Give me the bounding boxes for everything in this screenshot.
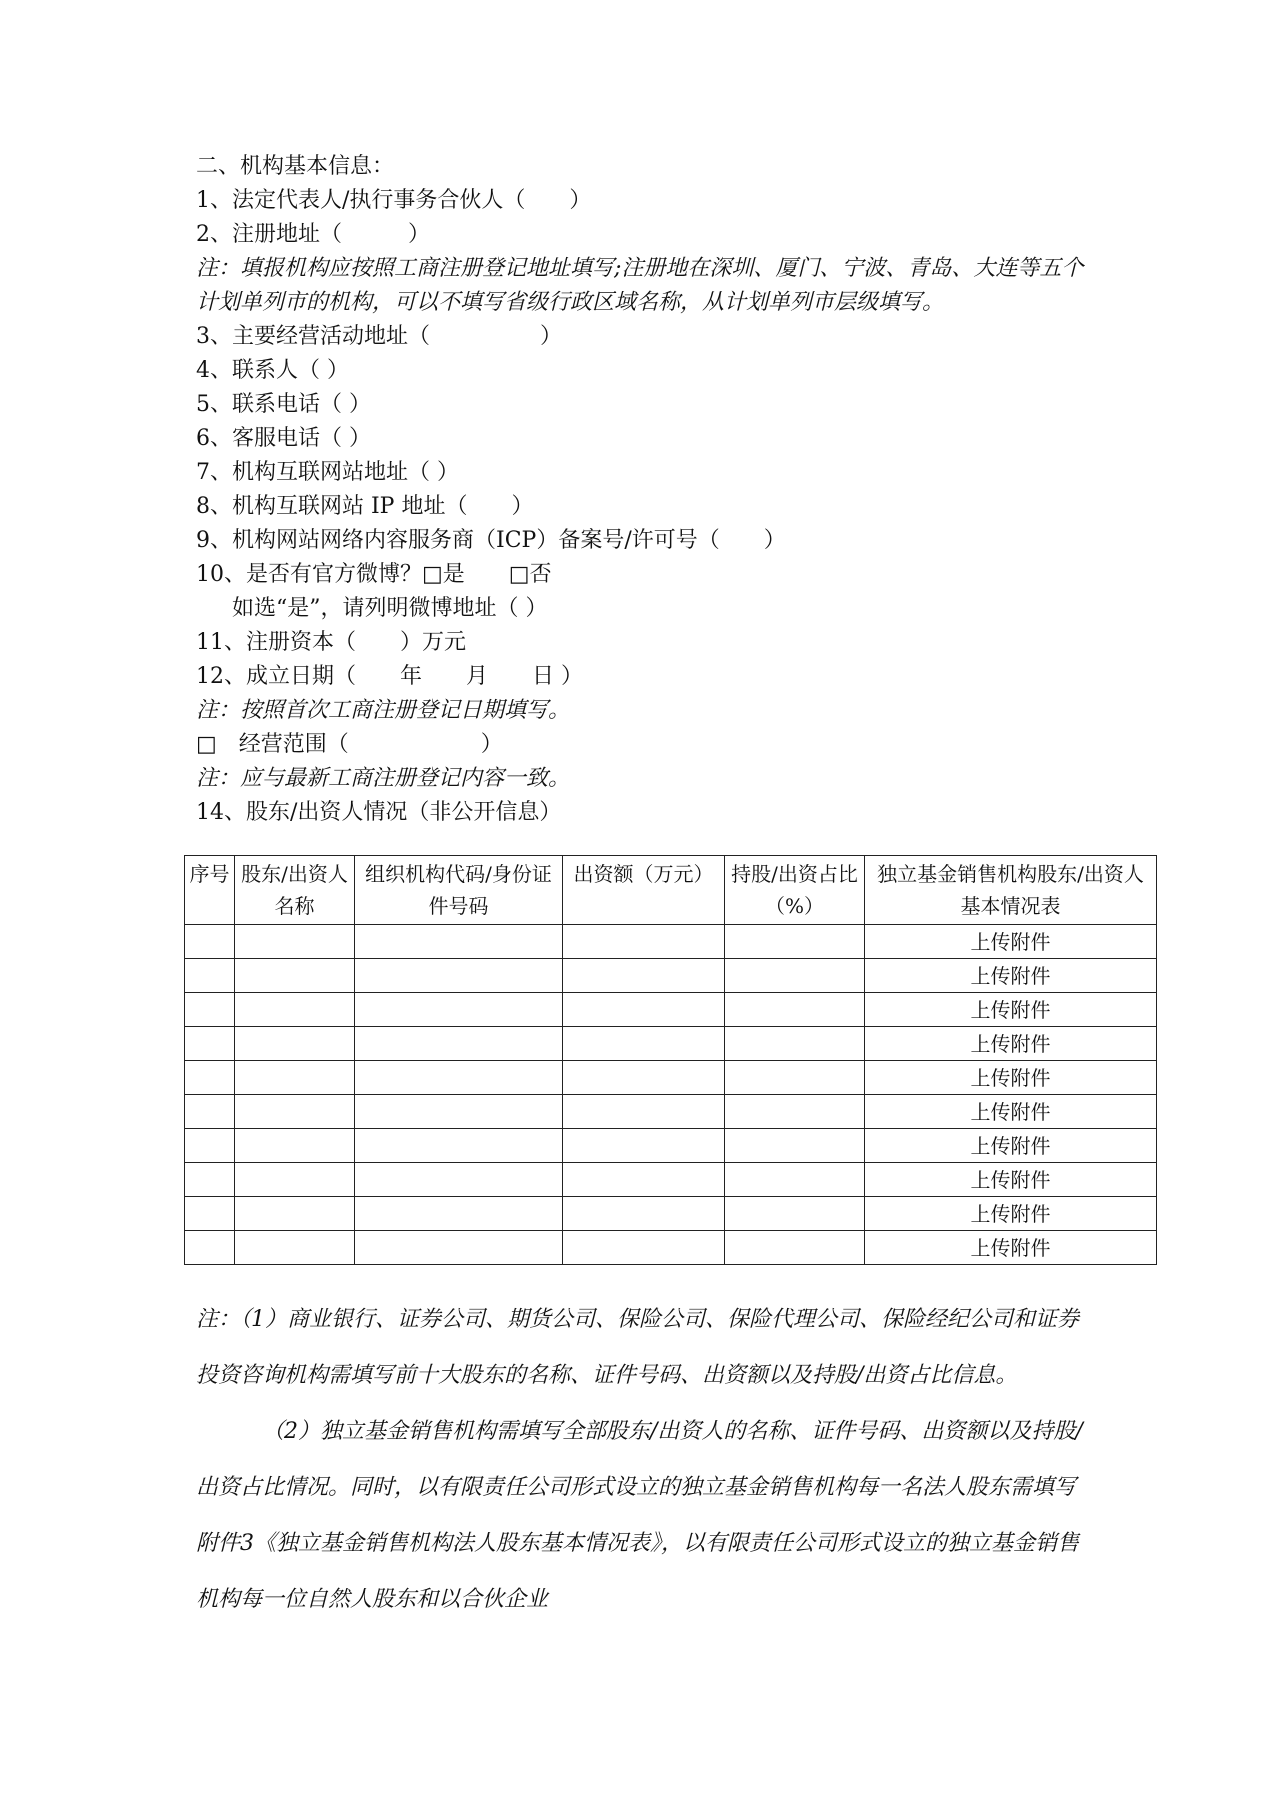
field-establish-date: 12、成立日期（ 年 月 日 ） [196,664,583,689]
table-cell[interactable] [355,1129,563,1163]
upload-attachment-link[interactable]: 上传附件 [865,1095,1157,1129]
table-cell[interactable] [185,925,235,959]
table-cell[interactable] [185,1197,235,1231]
table-cell[interactable] [563,1197,725,1231]
upload-attachment-link[interactable]: 上传附件 [865,1197,1157,1231]
table-cell[interactable] [185,1163,235,1197]
table-cell[interactable] [563,1027,725,1061]
table-cell[interactable] [355,993,563,1027]
table-cell[interactable] [725,1061,865,1095]
header-index: 序号 [185,856,235,925]
table-cell[interactable] [725,925,865,959]
table-row [185,993,1157,1027]
note-business-scope: 注：应与最新工商注册登记内容一致。 [196,766,571,791]
table-cell[interactable] [725,1129,865,1163]
table-cell[interactable] [185,1027,235,1061]
table-row [185,1095,1157,1129]
field-contact-person: 4、联系人（ ） [196,358,349,383]
table-cell[interactable] [563,1061,725,1095]
table-cell[interactable] [235,1231,355,1265]
basic-info-section [196,150,1156,830]
note-establish-date: 注：按照首次工商注册登记日期填写。 [196,698,571,723]
table-cell[interactable] [235,925,355,959]
table-cell[interactable] [355,1231,563,1265]
field-website-address: 7、机构互联网站地址（ ） [196,460,459,485]
table-row [185,1061,1157,1095]
table-cell[interactable] [355,925,563,959]
field-official-weibo: 10、是否有官方微博？□是 □否 [196,562,552,587]
table-cell[interactable] [563,1129,725,1163]
table-cell[interactable] [563,959,725,993]
table-cell[interactable] [725,959,865,993]
field-website-ip: 8、机构互联网站 IP 地址（ ） [196,494,534,519]
table-cell[interactable] [235,993,355,1027]
header-holder-name: 股东/出资人名称 [235,856,355,925]
table-header-row [185,856,1157,925]
table-cell[interactable] [725,1095,865,1129]
table-row [185,1129,1157,1163]
upload-attachment-link[interactable]: 上传附件 [865,959,1157,993]
table-cell[interactable] [563,1231,725,1265]
header-share-ratio: 持股/出资占比（%） [725,856,865,925]
table-body [185,925,1157,1265]
field-registered-address: 2、注册地址（ ） [196,222,430,247]
upload-attachment-link[interactable]: 上传附件 [865,1027,1157,1061]
table-cell[interactable] [725,1163,865,1197]
table-cell[interactable] [355,959,563,993]
upload-attachment-link[interactable]: 上传附件 [865,1129,1157,1163]
bottom-notes [196,1292,1096,1628]
shareholder-table [184,855,1157,1265]
field-legal-representative: 1、法定代表人/执行事务合伙人（ ） [196,188,592,213]
bottom-note-1: 注：（1）商业银行、证券公司、期货公司、保险公司、保险代理公司、保险经纪公司和证券投资咨询机构需填写前十大股东的名称、证件号码、出资额以及持股/出资占比信息。 [196,1307,1080,1388]
table-cell[interactable] [235,1163,355,1197]
table-row [185,925,1157,959]
table-cell[interactable] [185,1095,235,1129]
table-cell[interactable] [185,1231,235,1265]
table-cell[interactable] [725,993,865,1027]
upload-attachment-link[interactable]: 上传附件 [865,1231,1157,1265]
header-basic-info: 独立基金销售机构股东/出资人基本情况表 [865,856,1157,925]
field-business-scope: □ 经营范围（ ） [196,732,503,757]
table-row [185,1197,1157,1231]
table-row [185,1163,1157,1197]
bottom-note-2: （2）独立基金销售机构需填写全部股东/出资人的名称、证件号码、出资额以及持股/出资占比情况。同时，以有限责任公司形式设立的独立基金销售机构每一名法人股东需填写附件3《独立基金销售机构法人股东基本情况表》，以有限责任公司形式设立的独立基金销售机构每一位自然人股东和以合伙企业 [196,1419,1083,1612]
table-cell[interactable] [725,1231,865,1265]
upload-attachment-link[interactable]: 上传附件 [865,925,1157,959]
table-cell[interactable] [563,993,725,1027]
table-cell[interactable] [235,959,355,993]
table-cell[interactable] [725,1027,865,1061]
table-cell[interactable] [185,1129,235,1163]
table-cell[interactable] [563,1163,725,1197]
table-cell[interactable] [185,1061,235,1095]
field-shareholders: 14、股东/出资人情况（非公开信息） [196,800,562,825]
field-contact-phone: 5、联系电话（ ） [196,392,371,417]
upload-attachment-link[interactable]: 上传附件 [865,993,1157,1027]
field-weibo-address: 如选“是”，请列明微博地址（ ） [232,596,548,621]
table-cell[interactable] [355,1061,563,1095]
table-cell[interactable] [355,1197,563,1231]
table-row [185,1027,1157,1061]
table-row [185,1231,1157,1265]
field-icp-number: 9、机构网站网络内容服务商（ICP）备案号/许可号（ ） [196,528,786,553]
table-cell[interactable] [235,1197,355,1231]
table-cell[interactable] [185,993,235,1027]
table-cell[interactable] [235,1129,355,1163]
table-cell[interactable] [355,1027,563,1061]
section-title: 二、机构基本信息： [196,154,395,179]
upload-attachment-link[interactable]: 上传附件 [865,1163,1157,1197]
table-cell[interactable] [355,1095,563,1129]
table-cell[interactable] [725,1197,865,1231]
table-cell[interactable] [235,1027,355,1061]
upload-attachment-link[interactable]: 上传附件 [865,1061,1157,1095]
field-registered-capital: 11、注册资本（ ）万元 [196,630,466,655]
table-cell[interactable] [235,1095,355,1129]
field-business-address: 3、主要经营活动地址（ ） [196,324,562,349]
table-cell[interactable] [563,1095,725,1129]
table-row [185,959,1157,993]
note-registered-address: 注：填报机构应按照工商注册登记地址填写;注册地在深圳、厦门、宁波、青岛、大连等五个计划单列市的机构，可以不填写省级行政区域名称，从计划单列市层级填写。 [196,256,1084,315]
table-cell[interactable] [185,959,235,993]
table-cell[interactable] [563,925,725,959]
header-id-code: 组织机构代码/身份证件号码 [355,856,563,925]
field-service-phone: 6、客服电话（ ） [196,426,371,451]
table-cell[interactable] [355,1163,563,1197]
table-cell[interactable] [235,1061,355,1095]
header-contribution: 出资额（万元） [563,856,725,925]
